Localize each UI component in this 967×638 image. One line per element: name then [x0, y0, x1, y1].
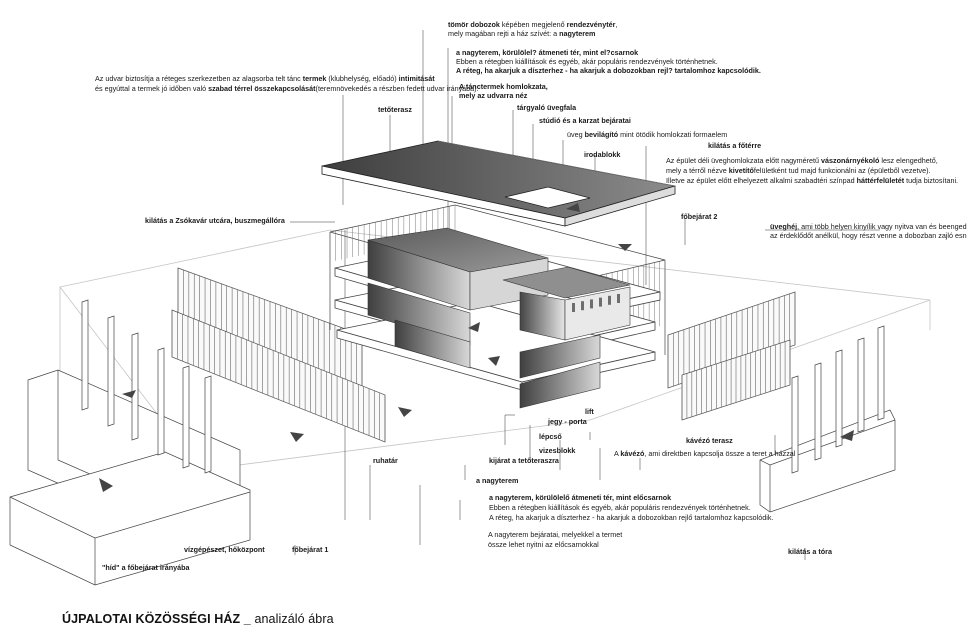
annotation-roof-terrace: tetőterasz — [378, 105, 412, 114]
office-block — [503, 267, 630, 340]
pier — [108, 316, 114, 426]
annotation-bridge: "híd" a főbejárat irányába — [102, 563, 190, 572]
annotation-toilets: vizesblokk — [539, 446, 576, 455]
annotation-big-hall: a nagyterem — [476, 476, 519, 485]
pier — [878, 326, 884, 420]
pier — [792, 376, 798, 473]
annotation-coffee-terrace: kávézó terasz — [686, 436, 733, 445]
annotation-meeting-glass: tárgyaló üvegfala — [517, 103, 577, 112]
office-window — [581, 301, 584, 310]
annotation-glass-light: üveg bevilágító mint ötödik homlokzati formaelem — [567, 130, 728, 139]
annotation-courtyard: Az udvar biztosítja a réteges szerkezetben az alagsorba telt tánc termek (klubhelység, előadó) intimitását és egyúttal a termek jó időben való szabad térrel összekapcsolását(teremnövekedés a részben fedett udvar irányába). — [95, 74, 479, 93]
annotation-office: irodablokk — [584, 150, 621, 159]
annotation-studio: stúdió és a karzat bejáratai — [539, 116, 631, 125]
title-main: ÚJPALOTAI KÖZÖSSÉGI HÁZ _ — [62, 612, 251, 626]
annotation-view-zsokavar: kilátás a Zsókavár utcára, buszmegállóra — [145, 216, 285, 225]
pier — [132, 333, 138, 440]
annotation-mechanical: vízgépészet, hőközpont — [184, 545, 265, 554]
annotation-ticket: jegy - porta — [548, 417, 587, 426]
roof-slab — [322, 141, 675, 226]
annotation-lift: lift — [585, 407, 594, 416]
pier — [858, 338, 864, 432]
annotation-lower-nagyterem: a nagyterem, körülölelő átmeneti tér, mint előcsarnok Ebben a rétegben kiállítások és egyéb, akár populáris rendezvények történhetnek. A réteg, ha akarjuk a díszterhez - ha akarjuk a dobozokban rejlő tartalomhoz kapcsolódik. — [489, 493, 774, 522]
annotation-dance-facade: A tánctermek homlokzata, mely az udvarra néz — [459, 82, 548, 100]
pier — [183, 366, 189, 468]
annotation-upper-nagyterem: a nagyterem, körülölel? átmeneti tér, mint el?csarnok Ebben a rétegben kiállítások és egyéb, akár populáris rendezvények történhetnek. A réteg, ha akarjuk a díszterhez - ha akarjuk a dobozokban rejl? tartalomhoz kapcsolódik. — [456, 48, 761, 75]
annotation-stairs: lépcső — [539, 432, 562, 441]
pier — [158, 348, 164, 455]
annotation-view-square: kilátás a tóra — [788, 547, 832, 556]
annotation-exit-roof: kijárat a tetőteraszra — [489, 456, 559, 465]
annotation-wardrobe: ruhatár — [373, 456, 398, 465]
page-title — [62, 612, 334, 626]
office-window — [572, 303, 575, 312]
pier — [815, 363, 821, 460]
pier — [836, 350, 842, 447]
annotation-entrance-2: főbejárat 2 — [681, 212, 718, 221]
title-sub: analizáló ábra — [254, 612, 334, 626]
annotation-south-facade: Az épület déli üveghomlokzata előtt nagyméretű vászonárnyékoló lesz elengedhető, mely a térről nézve kivetítőfelületként tud majd funkcionálni az (épületből vezetve). Illetve az épület előtt elhelyezett alkalmi szabadtéri színpad háttérfelületét tudja biztosítani. — [666, 156, 959, 185]
right-pier-block — [760, 410, 895, 512]
office-window — [590, 299, 593, 308]
annotation-view-main: kilátás a főtérre — [708, 141, 762, 150]
annotation-entrance-1: főbejárat 1 — [292, 545, 329, 554]
annotation-cafe: A kávézó, ami direktben kapcsolja össze a teret a házzal — [614, 449, 796, 458]
office-window — [617, 294, 620, 303]
office-window — [599, 298, 602, 307]
annotation-big-hall-entrance: A nagyterem bejáratai, melyekkel a termet össze lehet nyitni az előcsarnokkal — [488, 530, 623, 549]
office-window — [608, 296, 611, 305]
annotation-glass-wall: üveghéj, ami több helyen kinyílik vagy nyitva van és beenged az érdeklődőt anélkül, hogy részt venne a dobozban zajló esn — [770, 222, 967, 240]
pier — [205, 376, 211, 473]
annotation-top-boxes: tömör dobozok képében megjelenő rendezvénytér, mely magában rejti a ház szívét: a nagyterem — [448, 20, 618, 38]
pier — [82, 300, 88, 410]
